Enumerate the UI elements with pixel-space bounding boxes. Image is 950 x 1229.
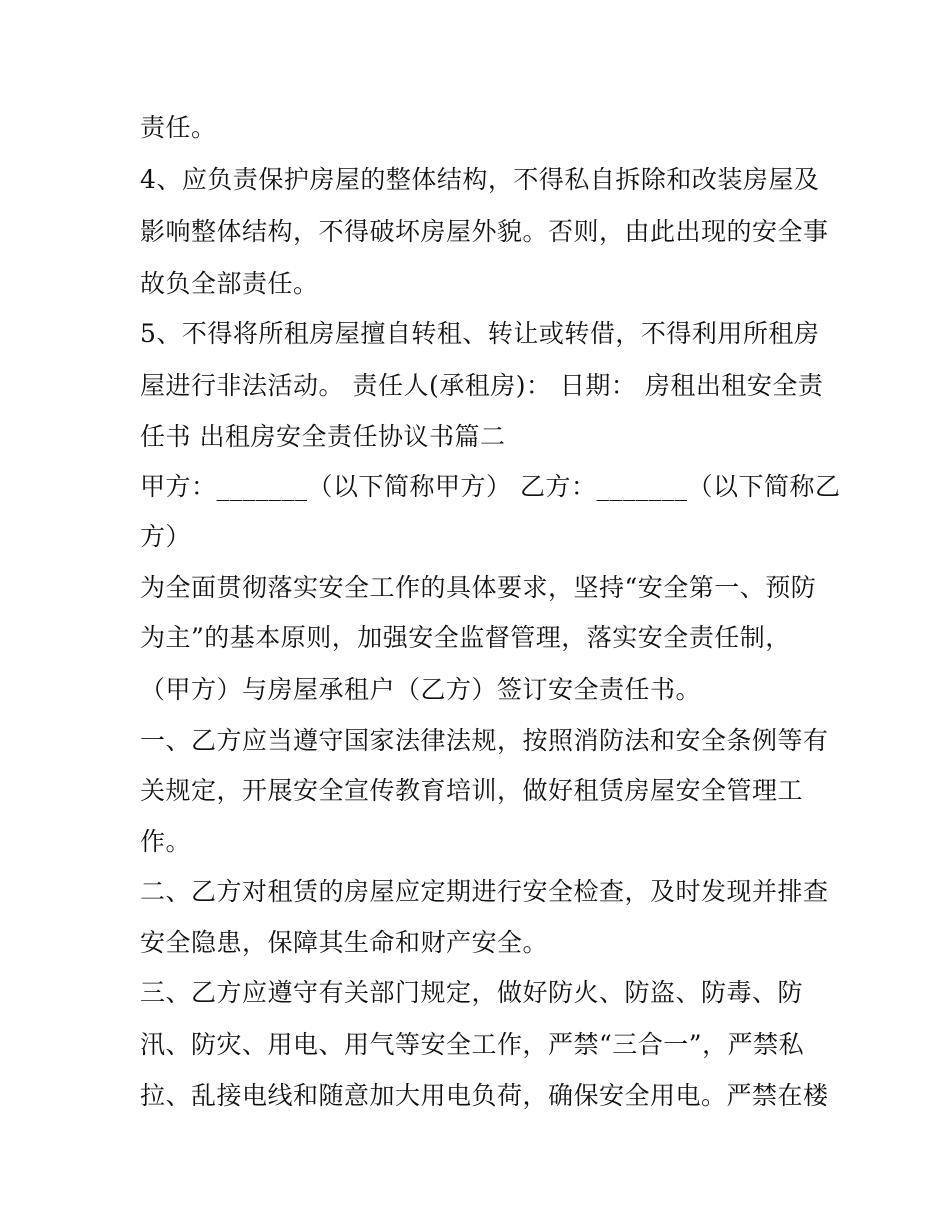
text-line: 为主”的基本原则，加强安全监督管理，落实安全责任制， (140, 623, 791, 652)
text-line: 甲方：_______（以下简称甲方） 乙方：_______（以下简称乙 (140, 472, 841, 501)
text-line: 三、乙方应遵守有关部门规定，做好防火、防盗、防毒、防 (140, 978, 804, 1007)
text-line: 一、乙方应当遵守国家法律法规，按照消防法和安全条例等有 (140, 726, 829, 755)
text-line: 为全面贯彻落实安全工作的具体要求，坚持“安全第一、预防 (140, 573, 817, 602)
text-line: 方） (140, 522, 192, 551)
text-line: 作。 (140, 827, 192, 856)
text-line: 拉、乱接电线和随意加大用电负荷，确保安全用电。严禁在楼 (140, 1081, 829, 1110)
text-line: 二、乙方对租赁的房屋应定期进行安全检查，及时发现并排查 (140, 877, 829, 906)
text-line: 屋进行非法活动。 责任人(承租房)： 日期： 房租出租安全责 (140, 371, 824, 400)
text-line: 影响整体结构，不得破坏房屋外貌。否则，由此出现的安全事 (140, 217, 829, 246)
text-line: 责任。 (140, 113, 217, 142)
text-line: 4、应负责保护房屋的整体结构，不得私自拆除和改装房屋及 (140, 165, 820, 194)
text-line: 任书 出租房安全责任协议书篇二 (140, 422, 506, 451)
text-line: 故负全部责任。 (140, 269, 319, 298)
text-line: 安全隐患，保障其生命和财产安全。 (140, 928, 549, 957)
text-line: 汛、防灾、用电、用气等安全工作，严禁“三合一”，严禁私 (140, 1030, 805, 1059)
text-line: 5、不得将所租房屋擅自转租、转让或转借，不得利用所租房 (140, 319, 820, 348)
text-line: 关规定，开展安全宣传教育培训，做好租赁房屋安全管理工 (140, 776, 804, 805)
text-line: （甲方）与房屋承租户（乙方）签订安全责任书。 (140, 675, 702, 704)
